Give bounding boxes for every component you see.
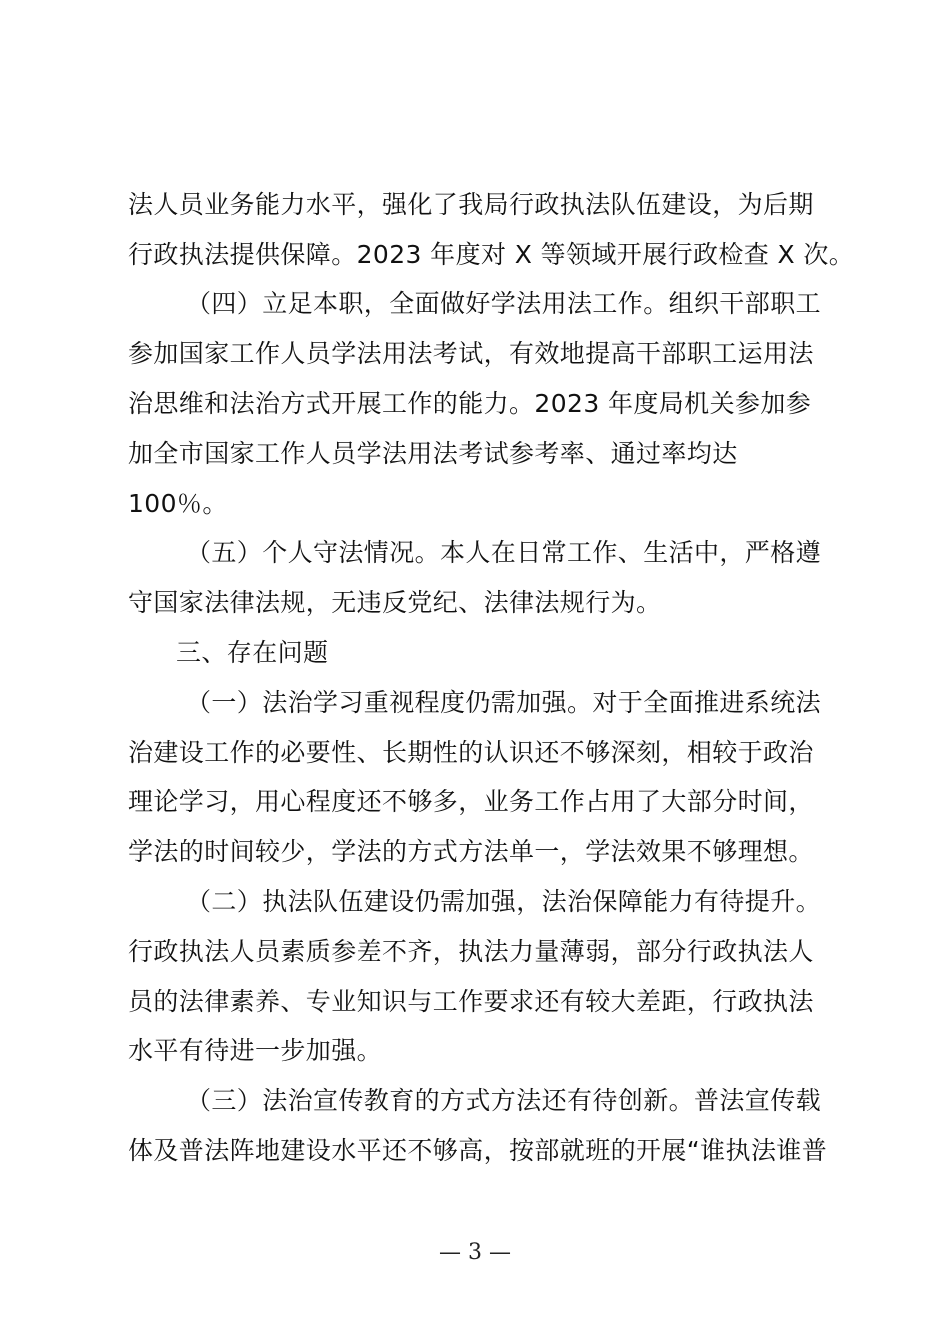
paragraph-line: （三）法治宣传教育的方式方法还有待创新。普法宣传载 bbox=[186, 1086, 822, 1115]
paragraph-line: 加全市国家工作人员学法用法考试参考率、通过率均达 bbox=[128, 439, 738, 468]
paragraph-line: 员的法律素养、专业知识与工作要求还有较大差距，行政执法 bbox=[128, 987, 814, 1016]
paragraph-line: 参加国家工作人员学法用法考试，有效地提高干部职工运用法 bbox=[128, 339, 814, 368]
paragraph-line: 100％。 bbox=[128, 489, 228, 518]
paragraph-line: （一）法治学习重视程度仍需加强。对于全面推进系统法 bbox=[186, 688, 822, 717]
page-number: — 3 — bbox=[439, 1240, 511, 1265]
paragraph-line: 理论学习，用心程度还不够多，业务工作占用了大部分时间， bbox=[128, 787, 814, 816]
paragraph-line: 行政执法提供保障。2023 年度对 X 等领域开展行政检查 X 次。 bbox=[128, 240, 855, 269]
paragraph-line: 治建设工作的必要性、长期性的认识还不够深刻，相较于政治 bbox=[128, 738, 814, 767]
paragraph-line: 水平有待进一步加强。 bbox=[128, 1036, 383, 1065]
paragraph-line: 守国家法律法规，无违反党纪、法律法规行为。 bbox=[128, 588, 662, 617]
paragraph-line: 学法的时间较少，学法的方式方法单一，学法效果不够理想。 bbox=[128, 837, 814, 866]
paragraph-line: 法人员业务能力水平，强化了我局行政执法队伍建设，为后期 bbox=[128, 190, 814, 219]
paragraph-line: （四）立足本职，全面做好学法用法工作。组织干部职工 bbox=[186, 289, 822, 318]
paragraph-line: 治思维和法治方式开展工作的能力。2023 年度局机关参加参 bbox=[128, 389, 812, 418]
paragraph-line: （五）个人守法情况。本人在日常工作、生活中，严格遵 bbox=[186, 538, 822, 567]
paragraph-line: （二）执法队伍建设仍需加强，法治保障能力有待提升。 bbox=[186, 887, 822, 916]
paragraph-line: 行政执法人员素质参差不齐，执法力量薄弱，部分行政执法人 bbox=[128, 937, 814, 966]
section-heading: 三、存在问题 bbox=[176, 638, 329, 667]
paragraph-line: 体及普法阵地建设水平还不够高，按部就班的开展“谁执法谁普 bbox=[128, 1136, 828, 1165]
